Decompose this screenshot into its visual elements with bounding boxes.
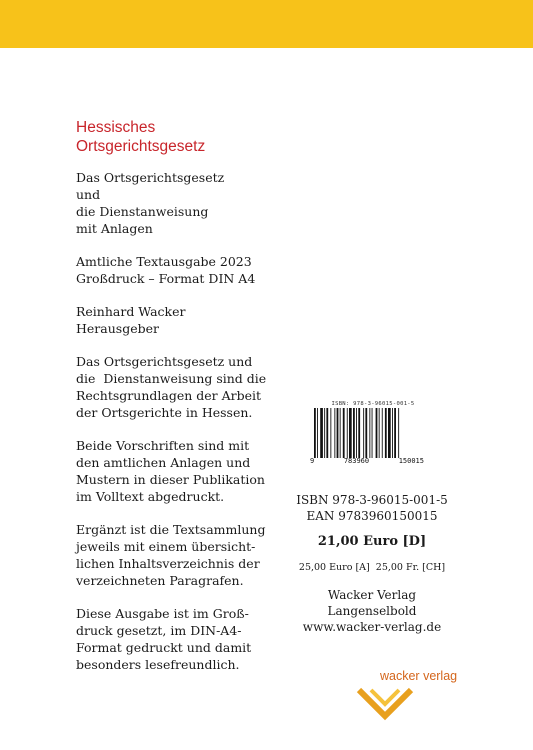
price-ch: 25,00 Fr. [CH] [375,562,446,573]
text-line: den amtlichen Anlagen und [76,455,251,470]
paragraph-description-3 [76,521,286,589]
text-line: Amtliche Textausgabe 2023 [76,254,252,269]
barcode-digit-lead: 9 [310,457,315,465]
title-line-1: Hessisches [76,119,156,136]
price-de: 21,00 Euro [D] [317,534,427,549]
barcode-digit-left: 783960 [343,457,370,465]
publisher-logo-icon [355,686,415,722]
text-line: der Ortsgerichte in Hessen. [76,405,253,420]
text-line: Diese Ausgabe ist im Groß- [76,606,249,621]
text-line: Reinhard Wacker [76,304,186,319]
text-line: Rechtsgrundlagen der Arbeit [76,388,262,403]
barcode-isbn-text: ISBN: 978-3-96015-001-5 [331,401,415,407]
text-line: die Dienstanweisung sind die [76,371,267,386]
isbn-text: ISBN 978-3-96015-001-5 [296,493,448,507]
barcode-digit-right: 150015 [398,457,424,465]
text-line: druck gesetzt, im DIN-A4- [76,623,242,638]
text-line: mit Anlagen [76,221,153,236]
text-line: jeweils mit einem übersicht- [76,539,256,554]
text-line: und [76,187,101,202]
book-title [76,118,286,156]
text-line: Das Ortsgerichtsgesetz und [76,354,253,369]
publisher-logo-text: wacker verlag [380,669,458,683]
barcode-bars [310,408,424,458]
text-line: Mustern in dieser Publikation [76,472,265,487]
product-info [290,492,454,635]
text-line: Ergänzt ist die Textsammlung [76,522,266,537]
text-line: verzeichneten Paragrafen. [76,573,244,588]
price-at: 25,00 Euro [A] [298,562,370,573]
text-line: besonders lesefreundlich. [76,657,240,672]
paragraph-description-4 [76,605,286,673]
paragraph-description-1 [76,353,286,421]
paragraph-editor [76,303,286,337]
barcode [310,401,430,465]
publisher-city: Langenselbold [327,604,417,618]
blurb-column [76,118,286,689]
text-line: Herausgeber [76,321,159,336]
text-line: Beide Vorschriften sind mit [76,438,250,453]
text-line: Das Ortsgerichtsgesetz [76,170,225,185]
ean-text: EAN 9783960150015 [306,509,438,523]
text-line: Großdruck – Format DIN A4 [76,271,256,286]
publisher-url[interactable]: www.wacker-verlag.de [302,620,442,634]
paragraph-description-2 [76,437,286,505]
text-line: lichen Inhaltsverzeichnis der [76,556,260,571]
title-line-2: Ortsgerichtsgesetz [76,138,206,155]
text-line: im Volltext abgedruckt. [76,489,225,504]
text-line: Format gedruckt und damit [76,640,252,655]
publisher-name: Wacker Verlag [327,588,417,602]
text-line: die Dienstanweisung [76,204,209,219]
barcode-digits [310,457,430,465]
top-color-band [0,0,533,48]
paragraph-edition [76,253,286,287]
paragraph-contents [76,169,286,237]
price-at-ch [290,562,454,573]
